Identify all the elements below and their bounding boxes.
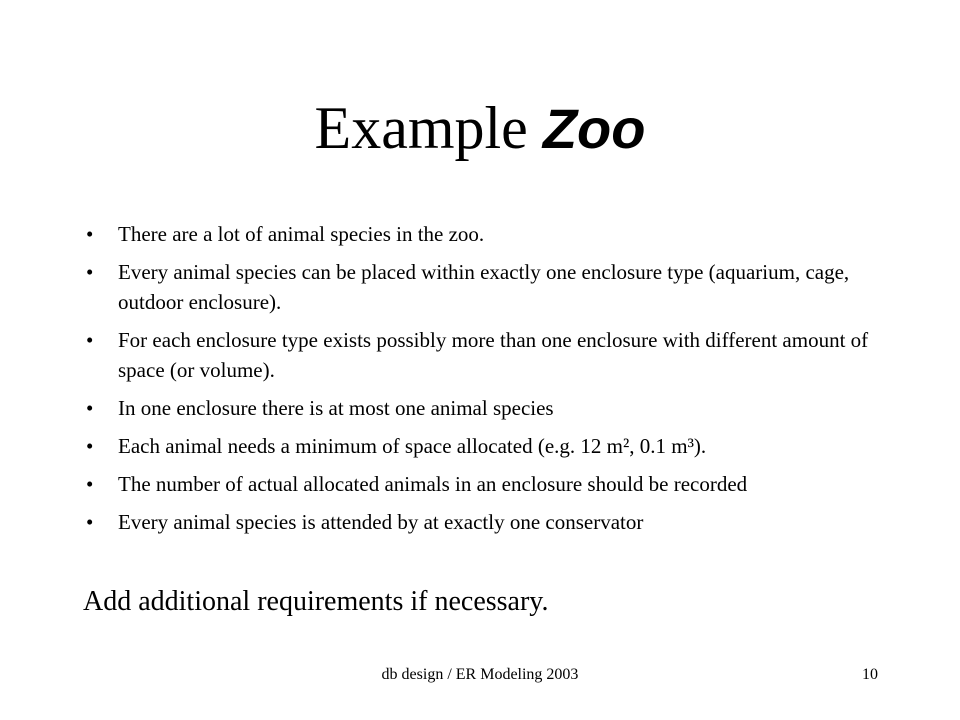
footer-text: db design / ER Modeling 2003 <box>381 666 579 683</box>
bullet-item <box>86 507 876 537</box>
slide-title-emphasis: Zoo <box>542 97 646 160</box>
bullet-dot-icon: • <box>86 328 94 352</box>
bullet-item <box>86 325 876 385</box>
bullet-item <box>86 257 876 317</box>
bullet-item <box>86 393 876 423</box>
slide-title <box>0 92 960 165</box>
bullet-item <box>86 469 876 499</box>
bullet-dot-icon: • <box>86 260 94 284</box>
page-number: 10 <box>862 666 878 683</box>
bullet-dot-icon: • <box>86 510 94 534</box>
bullet-dot-icon: • <box>86 222 94 246</box>
bullet-item <box>86 219 876 249</box>
slide-title-plain: Example <box>314 95 543 161</box>
closing-statement: Add additional requirements if necessary. <box>83 586 549 617</box>
bullet-item <box>86 431 876 461</box>
bullet-list <box>86 219 876 545</box>
bullet-text: There are a lot of animal species in the zoo. <box>118 222 485 246</box>
bullet-dot-icon: • <box>86 396 94 420</box>
bullet-text: Every animal species is attended by at exactly one conservator <box>118 510 644 534</box>
bullet-text: In one enclosure there is at most one animal species <box>118 396 554 420</box>
bullet-dot-icon: • <box>86 472 94 496</box>
bullet-text: Every animal species can be placed within exactly one enclosure type (aquarium, cage, outdoor enclosure). <box>118 260 850 314</box>
bullet-text: Each animal needs a minimum of space allocated (e.g. 12 m², 0.1 m³). <box>118 434 707 458</box>
bullet-dot-icon: • <box>86 434 94 458</box>
bullet-text: For each enclosure type exists possibly more than one enclosure with different amount of space (or volume). <box>118 328 869 382</box>
bullet-text: The number of actual allocated animals in an enclosure should be recorded <box>118 472 748 496</box>
